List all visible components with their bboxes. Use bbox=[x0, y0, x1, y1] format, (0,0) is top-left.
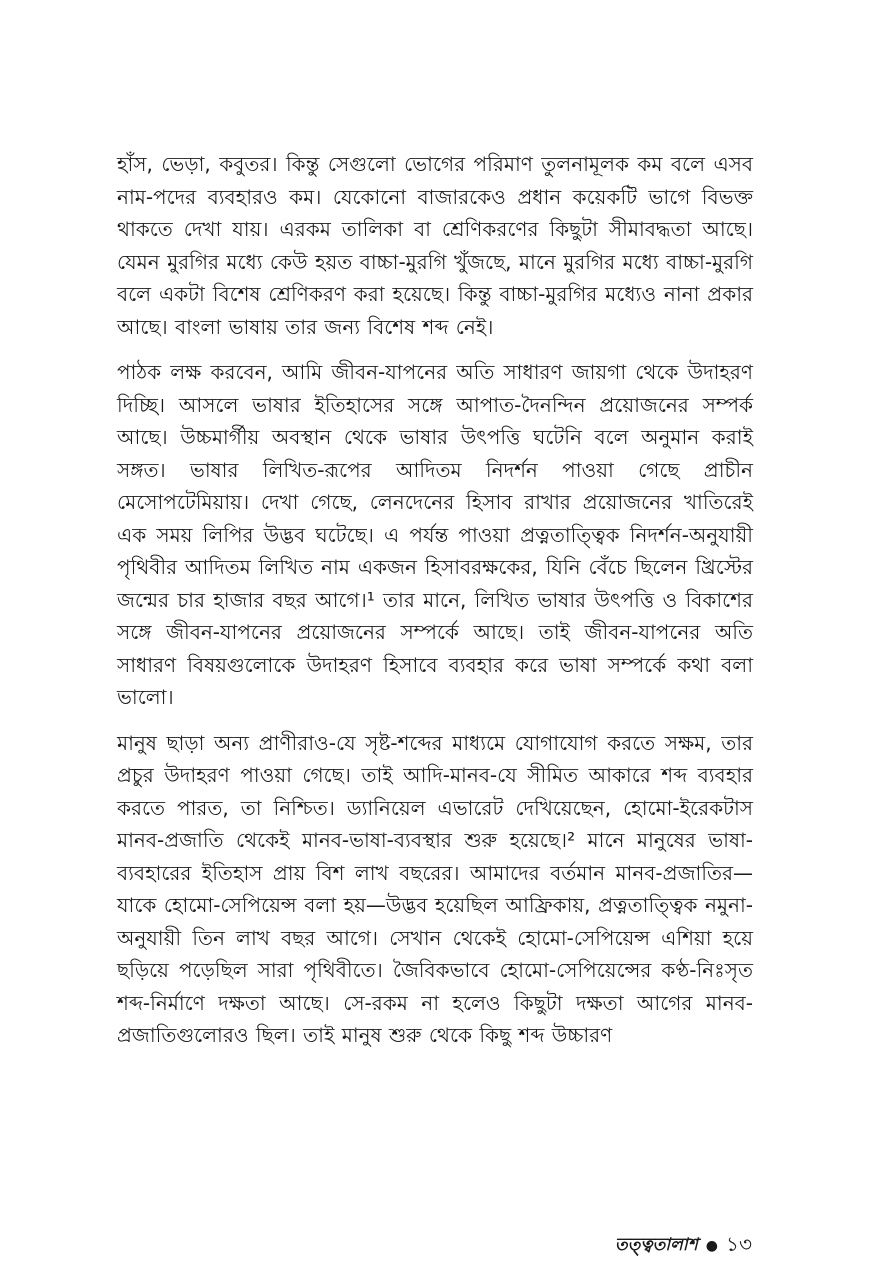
paragraph-3: মানুষ ছাড়া অন্য প্রাণীরাও-যে সৃষ্ট-শব্দের মাধ্যমে যোগাযোগ করতে সক্ষম, তার প্রচুর উদাহরণ পাওয়া গেছে। তাই আদি-মানব-যে সীমিত আকারে শব্দ ব্যবহার করতে পারত, তা নিশ্চিত। ড্যানিয়েল এভারেট দেখিয়েছেন, হোমো-ইরেকটাস মানব-প্রজাতি থেকেই মানব-ভাষা-ব্যবস্থার শুরু হয়েছে।² মানে মানুষের ভাষা-ব্যবহারের ইতিহাস প্রায় বিশ লাখ বছরের। আমাদের বর্তমান মানব-প্রজাতির—যাকে হোমো-সেপিয়েন্স বলা হয়—উদ্ভব হয়েছিল আফ্রিকায়, প্রত্নতাত্ত্বিক নমুনা-অনুযায়ী তিন লাখ বছর আগে। সেখান থেকেই হোমো-সেপিয়েন্স এশিয়া হয়ে ছড়িয়ে পড়েছিল সারা পৃথিবীতে। জৈবিকভাবে হোমো-সেপিয়েন্সের কণ্ঠ-নিঃসৃত শব্দ-নির্মাণে দক্ষতা আছে। সে-রকম না হলেও কিছুটা দক্ষতা আগের মানব-প্রজাতিগুলোরও ছিল। তাই মানুষ শুরু থেকে কিছু শব্দ উচ্চারণ bbox=[117, 730, 753, 1047]
page-footer bbox=[615, 1232, 752, 1260]
footer-separator: ● bbox=[705, 1238, 719, 1254]
paragraph-1: হাঁস, ভেড়া, কবুতর। কিন্তু সেগুলো ভোগের পরিমাণ তুলনামূলক কম বলে এসব নাম-পদের ব্যবহারও কম। যেকোনো বাজারকেও প্রধান কয়েকটি ভাগে বিভক্ত থাকতে দেখা যায়। এরকম তালিকা বা শ্রেণিকরণের কিছুটা সীমাবদ্ধতা আছে। যেমন মুরগির মধ্যে কেউ হয়ত বাচ্চা-মুরগি খুঁজছে, মানে মুরগির মধ্যে বাচ্চা-মুরগি বলে একটা বিশেষ শ্রেণিকরণ করা হয়েছে। কিন্তু বাচ্চা-মুরগির মধ্যেও নানা প্রকার আছে। বাংলা ভাষায় তার জন্য বিশেষ শব্দ নেই। bbox=[117, 152, 753, 339]
page-body bbox=[117, 148, 753, 1065]
running-title: তত্ত্বতালাশ bbox=[614, 1235, 698, 1255]
paragraph-2: পাঠক লক্ষ করবেন, আমি জীবন-যাপনের অতি সাধারণ জায়গা থেকে উদাহরণ দিচ্ছি। আসলে ভাষার ইতিহাসের সঙ্গে আপাত-দৈনন্দিন প্রয়োজনের সম্পর্ক আছে। উচ্চমার্গীয় অবস্থান থেকে ভাষার উৎপত্তি ঘটেনি বলে অনুমান করাই সঙ্গত। ভাষার লিখিত-রূপের আদিতম নিদর্শন পাওয়া গেছে প্রাচীন মেসোপটেমিয়ায়। দেখা গেছে, লেনদেনের হিসাব রাখার প্রয়োজনের খাতিরেই এক সময় লিপির উদ্ভব ঘটেছে। এ পর্যন্ত পাওয়া প্রত্নতাত্ত্বিক নিদর্শন-অনুযায়ী পৃথিবীর আদিতম লিখিত নাম একজন হিসাবরক্ষকের, যিনি বেঁচে ছিলেন খ্রিস্টের জন্মের চার হাজার বছর আগে।¹ তার মানে, লিখিত ভাষার উৎপত্তি ও বিকাশের সঙ্গে জীবন-যাপনের প্রয়োজনের সম্পর্কে আছে। তাই জীবন-যাপনের অতি সাধারণ বিষয়গুলোকে উদাহরণ হিসাবে ব্যবহার করে ভাষা সম্পর্কে কথা বলা ভালো। bbox=[117, 360, 753, 709]
page-number: ১৩ bbox=[726, 1231, 752, 1256]
